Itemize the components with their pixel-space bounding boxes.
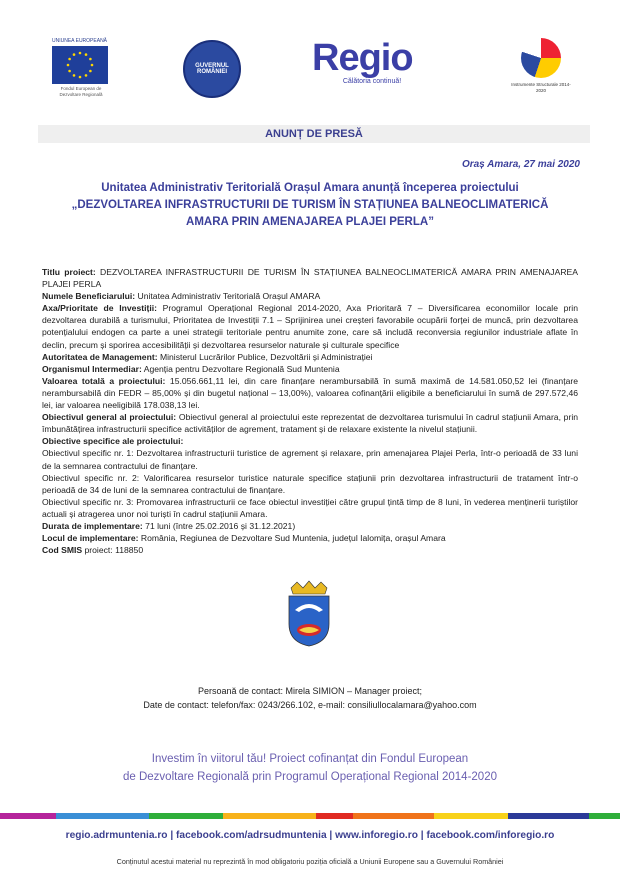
contact-details: Date de contact: telefon/fax: 0243/266.102, e-mail: consiliullocalamara@yahoo.com <box>143 700 477 710</box>
detail-text: 15.056.661,11 lei, din care finanțare nerambursabilă în sumă maximă de 14.581.050,52 lei (finanțare nerambursabilă din FEDR – 85,00% și din bugetul național – 13,00%), valoarea cofinanțării eligibile a beneficiarului în sumă de 297.572,46 lei, iar valoarea neeligibilă 178.038,13 lei. <box>42 375 578 411</box>
regio-tagline: Călătoria continuă! <box>342 78 402 85</box>
detail-label: Titlu proiect: <box>42 267 96 277</box>
announcement-title <box>40 180 580 231</box>
disclaimer: Conținutul acestui material nu reprezintă în mod obligatoriu poziția oficială a Uniunii Europene sau a Guvernului României <box>116 857 504 866</box>
detail-text: Obiectivul specific nr. 3: Promovarea infrastructurii ce face obiectul investiției către grupul țintă timp de 8 luni, în vederea menținerii turiștilor actuali și atragerea unor noi turiști în cadrul stațiunii Amara. <box>42 496 578 519</box>
footer-links: regio.adrmuntenia.ro | facebook.com/adrsudmuntenia | www.inforegio.ro | facebook.com/inforegio.ro <box>65 830 555 841</box>
regio-wordmark: Regio <box>312 37 413 79</box>
project-details <box>42 266 578 556</box>
stripe-segment <box>56 813 149 819</box>
detail-paragraph <box>42 266 578 290</box>
detail-label: Durata de implementare: <box>42 520 143 531</box>
detail-text: Obiectivul specific nr. 2: Valorificarea resurselor turistice naturale specifice stațiunii prin dezvoltarea infrastructurii de tratament într-o perioadă de 34 de luni de la semnarea contractului de finanțare. <box>42 472 578 495</box>
eu-fund-label: Fondul European de Dezvoltare Regională <box>59 86 103 97</box>
detail-label: Valoarea totală a proiectului: <box>42 375 166 386</box>
stripe-segment <box>353 813 434 819</box>
detail-paragraph <box>42 363 578 375</box>
detail-label: Autoritatea de Management: <box>42 351 158 362</box>
stripe-segment <box>316 813 353 819</box>
title-line: „DEZVOLTAREA INFRASTRUCTURII DE TURISM ÎN STAȚIUNEA BALNEOCLIMATERICĂ <box>71 199 549 211</box>
eu-label: UNIUNEA EUROPEANĂ <box>52 38 108 44</box>
structural-instruments-logo <box>508 38 574 94</box>
detail-text: 71 luni (între 25.02.2016 și 31.12.2021) <box>142 520 296 531</box>
detail-paragraph <box>42 532 578 544</box>
detail-paragraph <box>42 411 578 435</box>
detail-paragraph <box>42 351 578 363</box>
detail-text: Agenția pentru Dezvoltare Regională Sud Muntenia <box>141 363 340 374</box>
detail-label: Obiective specifice ale proiectului: <box>42 436 184 447</box>
detail-paragraph <box>42 496 578 520</box>
detail-label: Axa/Prioritate de Investiții: <box>42 303 157 314</box>
detail-paragraph <box>42 544 578 556</box>
structural-instruments-label: Instrumente Structurale 2014-2020 <box>511 82 571 93</box>
stripe-segment <box>223 813 316 819</box>
stripe-segment <box>0 813 56 819</box>
structural-instruments-icon <box>521 38 561 78</box>
stripe-segment <box>434 813 508 819</box>
title-line: Unitatea Administrativ Teritorială Orașul Amara anunță începerea proiectului <box>101 182 519 194</box>
detail-text: Programul Operațional Regional 2014-2020, Axa Prioritară 7 – Diversificarea economiilor locale prin dezvoltarea durabilă a turismului, Prioritatea de Investiții 7.1 – Sprijinirea unei creșteri favorabile ocupării forței de muncă, prin dezvoltarea potențialului endogen ca parte a unei strategii teritoriale pentru anumite zone, care să includă reconversia regiunilor industriale aflate în declin, precum și sporirea accesibilității și dezvoltarea resurselor naturale și culturale specifice <box>42 303 578 350</box>
color-stripe <box>0 813 620 819</box>
detail-paragraph <box>42 472 578 496</box>
regio-logo <box>312 37 432 85</box>
detail-text: DEZVOLTAREA INFRASTRUCTURII DE TURISM ÎN STAȚIUNEA BALNEOCLIMATERICĂ AMARA PRIN AMENAJAREA PLAJEI PERLA <box>42 267 579 290</box>
detail-label: Locul de implementare: <box>42 533 139 544</box>
title-line: AMARA PRIN AMENAJAREA PLAJEI PERLA” <box>186 216 434 228</box>
detail-paragraph <box>42 447 578 471</box>
contact-info <box>0 684 620 712</box>
detail-paragraph <box>42 520 578 532</box>
detail-text: România, Regiunea de Dezvoltare Sud Muntenia, județul Ialomița, orașul Amara <box>138 533 446 544</box>
cofinancing-line: de Dezvoltare Regională prin Programul Operațional Regional 2014-2020 <box>123 771 497 783</box>
detail-label: Obiectivul general al proiectului: <box>42 412 177 423</box>
gov-seal-text: GUVERNUL ROMÂNIEI <box>195 63 229 75</box>
detail-label: Numele Beneficiarului: <box>42 291 136 302</box>
press-release-banner: ANUNȚ DE PRESĂ <box>38 125 590 143</box>
detail-label: Cod SMIS <box>42 545 83 556</box>
detail-paragraph <box>42 435 578 447</box>
stripe-segment <box>508 813 589 819</box>
government-seal <box>183 40 241 98</box>
detail-paragraph <box>42 302 578 350</box>
detail-paragraph <box>42 290 578 302</box>
detail-text: Obiectivul general al proiectului este reprezentat de dezvoltarea turismului în cadrul stațiunii Amara, prin îmbunătățirea infrastructurii specifice activităților de agrement, tratament și de relaxare existente la nivelul stațiunii. <box>42 412 579 435</box>
eu-logo <box>52 38 110 98</box>
detail-text: Obiectivul specific nr. 1: Dezvoltarea infrastructurii turistice de agrement și relaxare, prin amenajarea Plajei Perla, într-o perioadă de 33 luni de la semnarea contractului de finanțare. <box>42 448 578 471</box>
detail-text: proiect: 118850 <box>82 545 144 556</box>
place-date: Oraș Amara, 27 mai 2020 <box>461 159 580 170</box>
eu-flag-icon <box>52 46 108 84</box>
stripe-segment <box>149 813 223 819</box>
cofinancing-line: Investim în viitorul tău! Proiect cofinanțat din Fondul European <box>151 753 469 765</box>
detail-text: Ministerul Lucrărilor Publice, Dezvoltării și Administrației <box>157 351 373 362</box>
detail-label: Organismul Intermediar: <box>42 363 142 374</box>
detail-paragraph <box>42 375 578 411</box>
amara-coat-of-arms <box>285 580 333 648</box>
contact-person: Persoană de contact: Mirela SIMION – Manager proiect; <box>197 686 423 696</box>
stripe-segment <box>589 813 620 819</box>
cofinancing-statement <box>0 750 620 786</box>
detail-text: Unitatea Administrativ Teritorială Orașul AMARA <box>135 291 321 302</box>
